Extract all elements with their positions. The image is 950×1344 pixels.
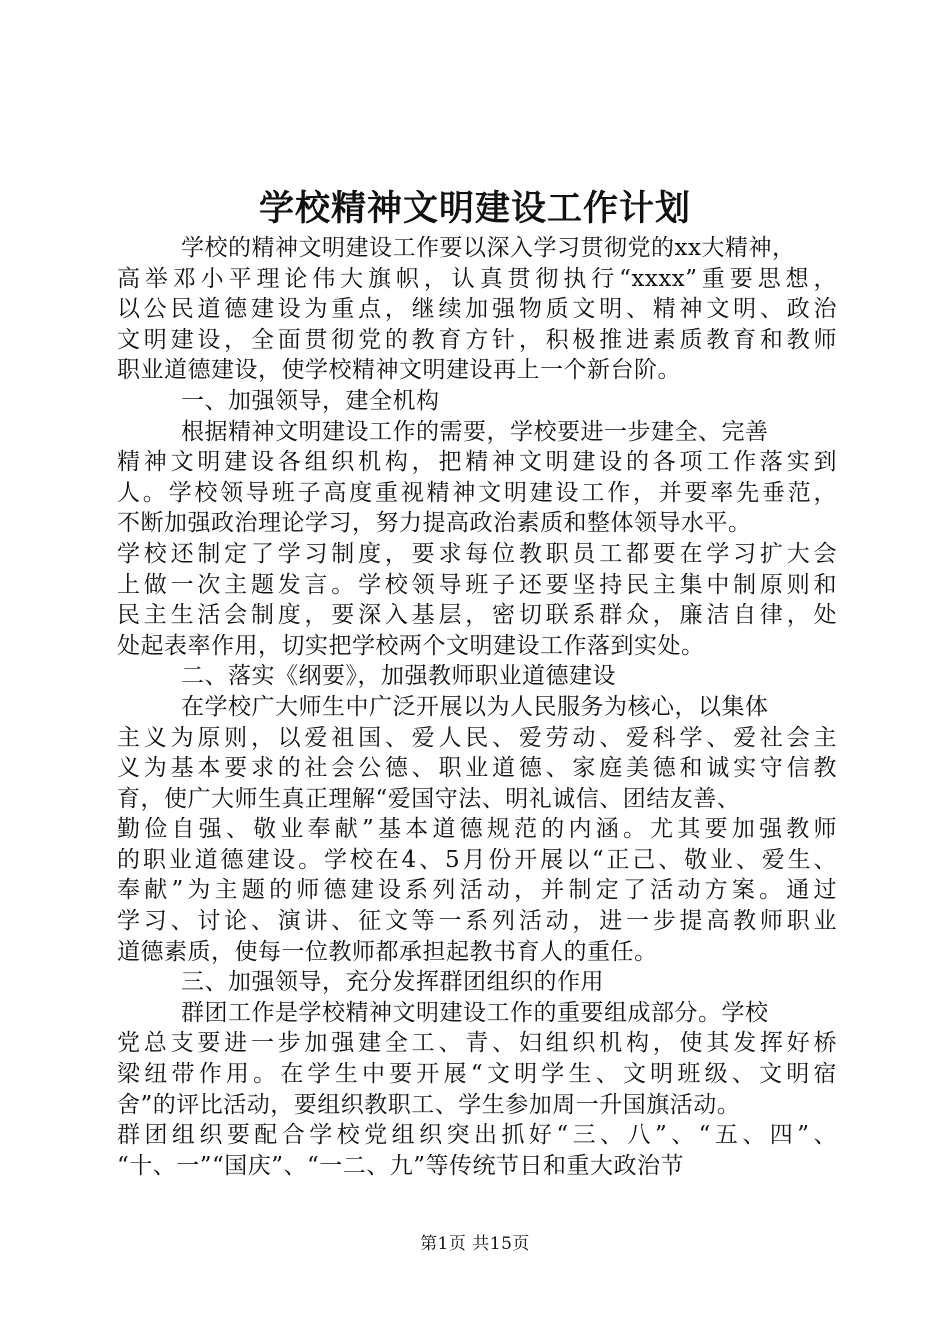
body-line: 主义为原则，以爱祖国、爱人民、爱劳动、爱科学、爱社会主 bbox=[117, 724, 837, 751]
body-line: 义为基本要求的社会公德、职业道德、家庭美德和诚实守信教 bbox=[117, 755, 837, 782]
body-line: 道德素质，使每一位教师都承担起教书育人的重任。 bbox=[117, 938, 658, 965]
section-heading: 三、加强领导，充分发挥群团组织的作用 bbox=[181, 969, 604, 996]
document-title: 学校精神文明建设工作计划 bbox=[258, 188, 691, 229]
body-line: 学校还制定了学习制度，要求每位教职员工都要在学习扩大会 bbox=[117, 540, 837, 567]
body-line: 人。学校领导班子高度重视精神文明建设工作，并要率先垂范， bbox=[117, 479, 837, 506]
body-line: 奉献”为主题的师德建设系列活动，并制定了活动方案。通过 bbox=[117, 877, 837, 904]
body-line: “十、一”“国庆”、“一二、九”等传统节日和重大政治节 bbox=[117, 1152, 685, 1179]
body-line: 舍”的评比活动，要组织教职工、学生参加周一升国旗活动。 bbox=[117, 1091, 741, 1118]
body-line: 根据精神文明建设工作的需要，学校要进一步建全、完善 bbox=[181, 418, 769, 445]
body-line: 民主生活会制度，要深入基层，密切联系群众，廉洁自律，处 bbox=[117, 602, 837, 629]
body-line: 上做一次主题发言。学校领导班子还要坚持民主集中制原则和 bbox=[117, 571, 837, 598]
body-line: 精神文明建设各组织机构，把精神文明建设的各项工作落实到 bbox=[117, 449, 837, 476]
body-line: 学校的精神文明建设工作要以深入学习贯彻党的xx大精神， bbox=[181, 235, 796, 261]
body-line: 勤俭自强、敬业奉献”基本道德规范的内涵。尤其要加强教师 bbox=[117, 816, 837, 843]
body-line: 梁纽带作用。在学生中要开展“文明学生、文明班级、文明宿 bbox=[117, 1061, 837, 1088]
body-line: 群团组织要配合学校党组织突出抓好“三、八”、“五、四”、 bbox=[117, 1122, 837, 1149]
body-line: 职业道德建设，使学校精神文明建设再上一个新台阶。 bbox=[117, 357, 681, 384]
page-number-footer: 第1页 共15页 bbox=[420, 1234, 530, 1254]
body-line: 学习、讨论、演讲、征文等一系列活动，进一步提高教师职业 bbox=[117, 908, 837, 935]
section-heading: 二、落实《纲要》，加强教师职业道德建设 bbox=[181, 663, 616, 690]
body-line: 高举邓小平理论伟大旗帜，认真贯彻执行“xxxx”重要思想， bbox=[117, 265, 837, 292]
body-line: 文明建设，全面贯彻党的教育方针，积极推进素质教育和教师 bbox=[117, 326, 837, 353]
section-heading: 一、加强领导，建全机构 bbox=[181, 387, 440, 414]
body-line: 党总支要进一步加强建全工、青、妇组织机构，使其发挥好桥 bbox=[117, 1030, 837, 1057]
body-line: 育，使广大师生真正理解“爱国守法、明礼诚信、团结友善、 bbox=[117, 785, 741, 812]
body-line: 处起表率作用，切实把学校两个文明建设工作落到实处。 bbox=[117, 632, 705, 659]
body-line: 群团工作是学校精神文明建设工作的重要组成部分。学校 bbox=[181, 999, 769, 1026]
body-line: 在学校广大师生中广泛开展以为人民服务为核心，以集体 bbox=[181, 693, 769, 720]
document-body bbox=[117, 233, 837, 1181]
body-line: 不断加强政治理论学习，努力提高政治素质和整体领导水平。 bbox=[117, 510, 752, 537]
body-line: 以公民道德建设为重点，继续加强物质文明、精神文明、政治 bbox=[117, 296, 837, 323]
body-line: 的职业道德建设。学校在4、5月份开展以“正己、敬业、爱生、 bbox=[117, 846, 837, 873]
